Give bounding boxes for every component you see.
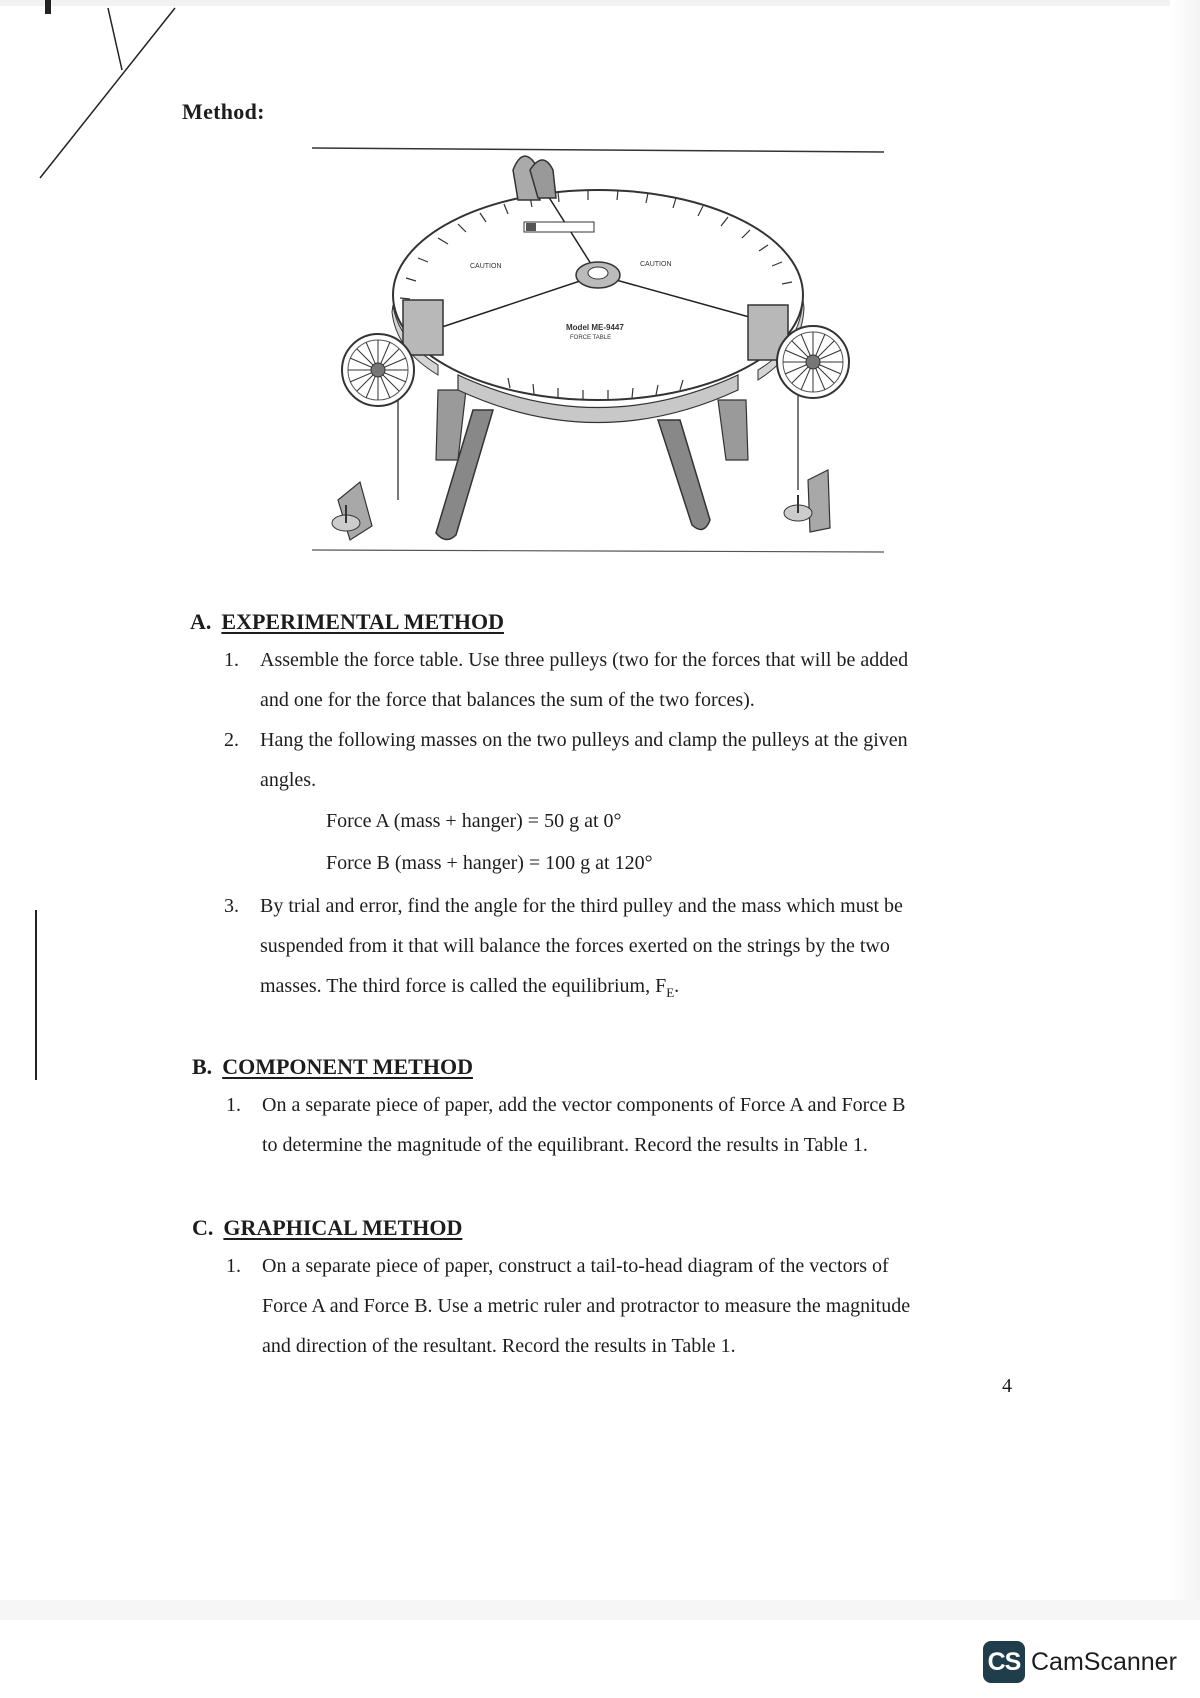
section-c-steps: [226, 1246, 1016, 1366]
section-b-title: COMPONENT METHOD: [222, 1054, 473, 1079]
page-number: 4: [1002, 1375, 1012, 1397]
list-item: [226, 1085, 1016, 1165]
step-text-line: On a separate piece of paper, construct a tail-to-head diagram of the vectors of: [262, 1255, 889, 1277]
camscanner-watermark: [983, 1640, 1177, 1684]
step-number: 2.: [224, 729, 239, 751]
scan-shadow: [1170, 0, 1200, 1620]
scan-shadow-bottom: [0, 1600, 1200, 1620]
right-mass-hanger: [784, 470, 830, 532]
caution-label-right: CAUTION: [640, 261, 672, 268]
section-a-steps-1-2: [224, 640, 1014, 800]
section-b-heading: [192, 1054, 473, 1080]
force-table-figure: [308, 140, 888, 560]
step-text-fragment: .: [674, 975, 680, 997]
right-pulley: [777, 326, 849, 398]
step-text-fragment: masses. The third force is called the equilibrium, F: [260, 975, 667, 997]
step-text-line: By trial and error, find the angle for the third pulley and the mass which must be: [260, 895, 903, 917]
step-text-line: Force A and Force B. Use a metric ruler and protractor to measure the magnitude: [262, 1295, 911, 1317]
subscript-e: E: [666, 985, 675, 1000]
caution-label-left: CAUTION: [470, 263, 502, 270]
section-a-heading: [190, 609, 504, 635]
section-a-step-3: [224, 886, 1014, 1013]
scan-corner-marks: [0, 0, 200, 200]
step-text-line: and direction of the resultant. Record the results in Table 1.: [262, 1335, 736, 1357]
step-text-line: to determine the magnitude of the equilibrant. Record the results in Table 1.: [262, 1134, 868, 1156]
step-text-line: On a separate piece of paper, add the vector components of Force A and Force B: [262, 1094, 906, 1116]
left-pulley: [342, 334, 414, 406]
force-b-spec: Force B (mass + hanger) = 100 g at 120°: [326, 852, 653, 874]
step-number: 1.: [226, 1255, 241, 1277]
list-item: [224, 720, 1014, 800]
step-number: 1.: [224, 649, 239, 671]
section-c-heading: [192, 1215, 462, 1241]
step-text-line: Assemble the force table. Use three pulleys (two for the forces that will be added: [260, 649, 909, 671]
list-item: [224, 640, 1014, 720]
step-text-line: angles.: [260, 769, 317, 791]
section-c-letter: C.: [192, 1215, 214, 1240]
list-item: [226, 1246, 1016, 1366]
step-text-line: and one for the force that balances the sum of the two forces).: [260, 689, 755, 711]
scan-left-edge-mark: [30, 900, 42, 1100]
step-text-line: [260, 966, 1014, 1013]
step-text-line: suspended from it that will balance the forces exerted on the strings by the two: [260, 935, 890, 957]
list-item: [224, 886, 1014, 1013]
section-b-steps: [226, 1085, 1016, 1165]
step-number: 1.: [226, 1094, 241, 1116]
section-c-title: GRAPHICAL METHOD: [223, 1215, 463, 1240]
left-mass-hanger: [332, 482, 372, 540]
camscanner-logo-icon: CS: [983, 1641, 1025, 1683]
model-label: Model ME-9447: [566, 323, 624, 332]
model-sublabel: FORCE TABLE: [570, 335, 612, 341]
step-number: 3.: [224, 895, 239, 917]
section-a-title: EXPERIMENTAL METHOD: [221, 609, 504, 634]
force-a-spec: Force A (mass + hanger) = 50 g at 0°: [326, 810, 622, 832]
section-a-letter: A.: [190, 609, 212, 634]
camscanner-name: CamScanner: [1031, 1647, 1177, 1676]
force-table-illustration: [308, 140, 888, 560]
section-b-letter: B.: [192, 1054, 213, 1079]
method-heading: Method:: [182, 99, 265, 124]
step-text-line: Hang the following masses on the two pulleys and clamp the pulleys at the given: [260, 729, 908, 751]
